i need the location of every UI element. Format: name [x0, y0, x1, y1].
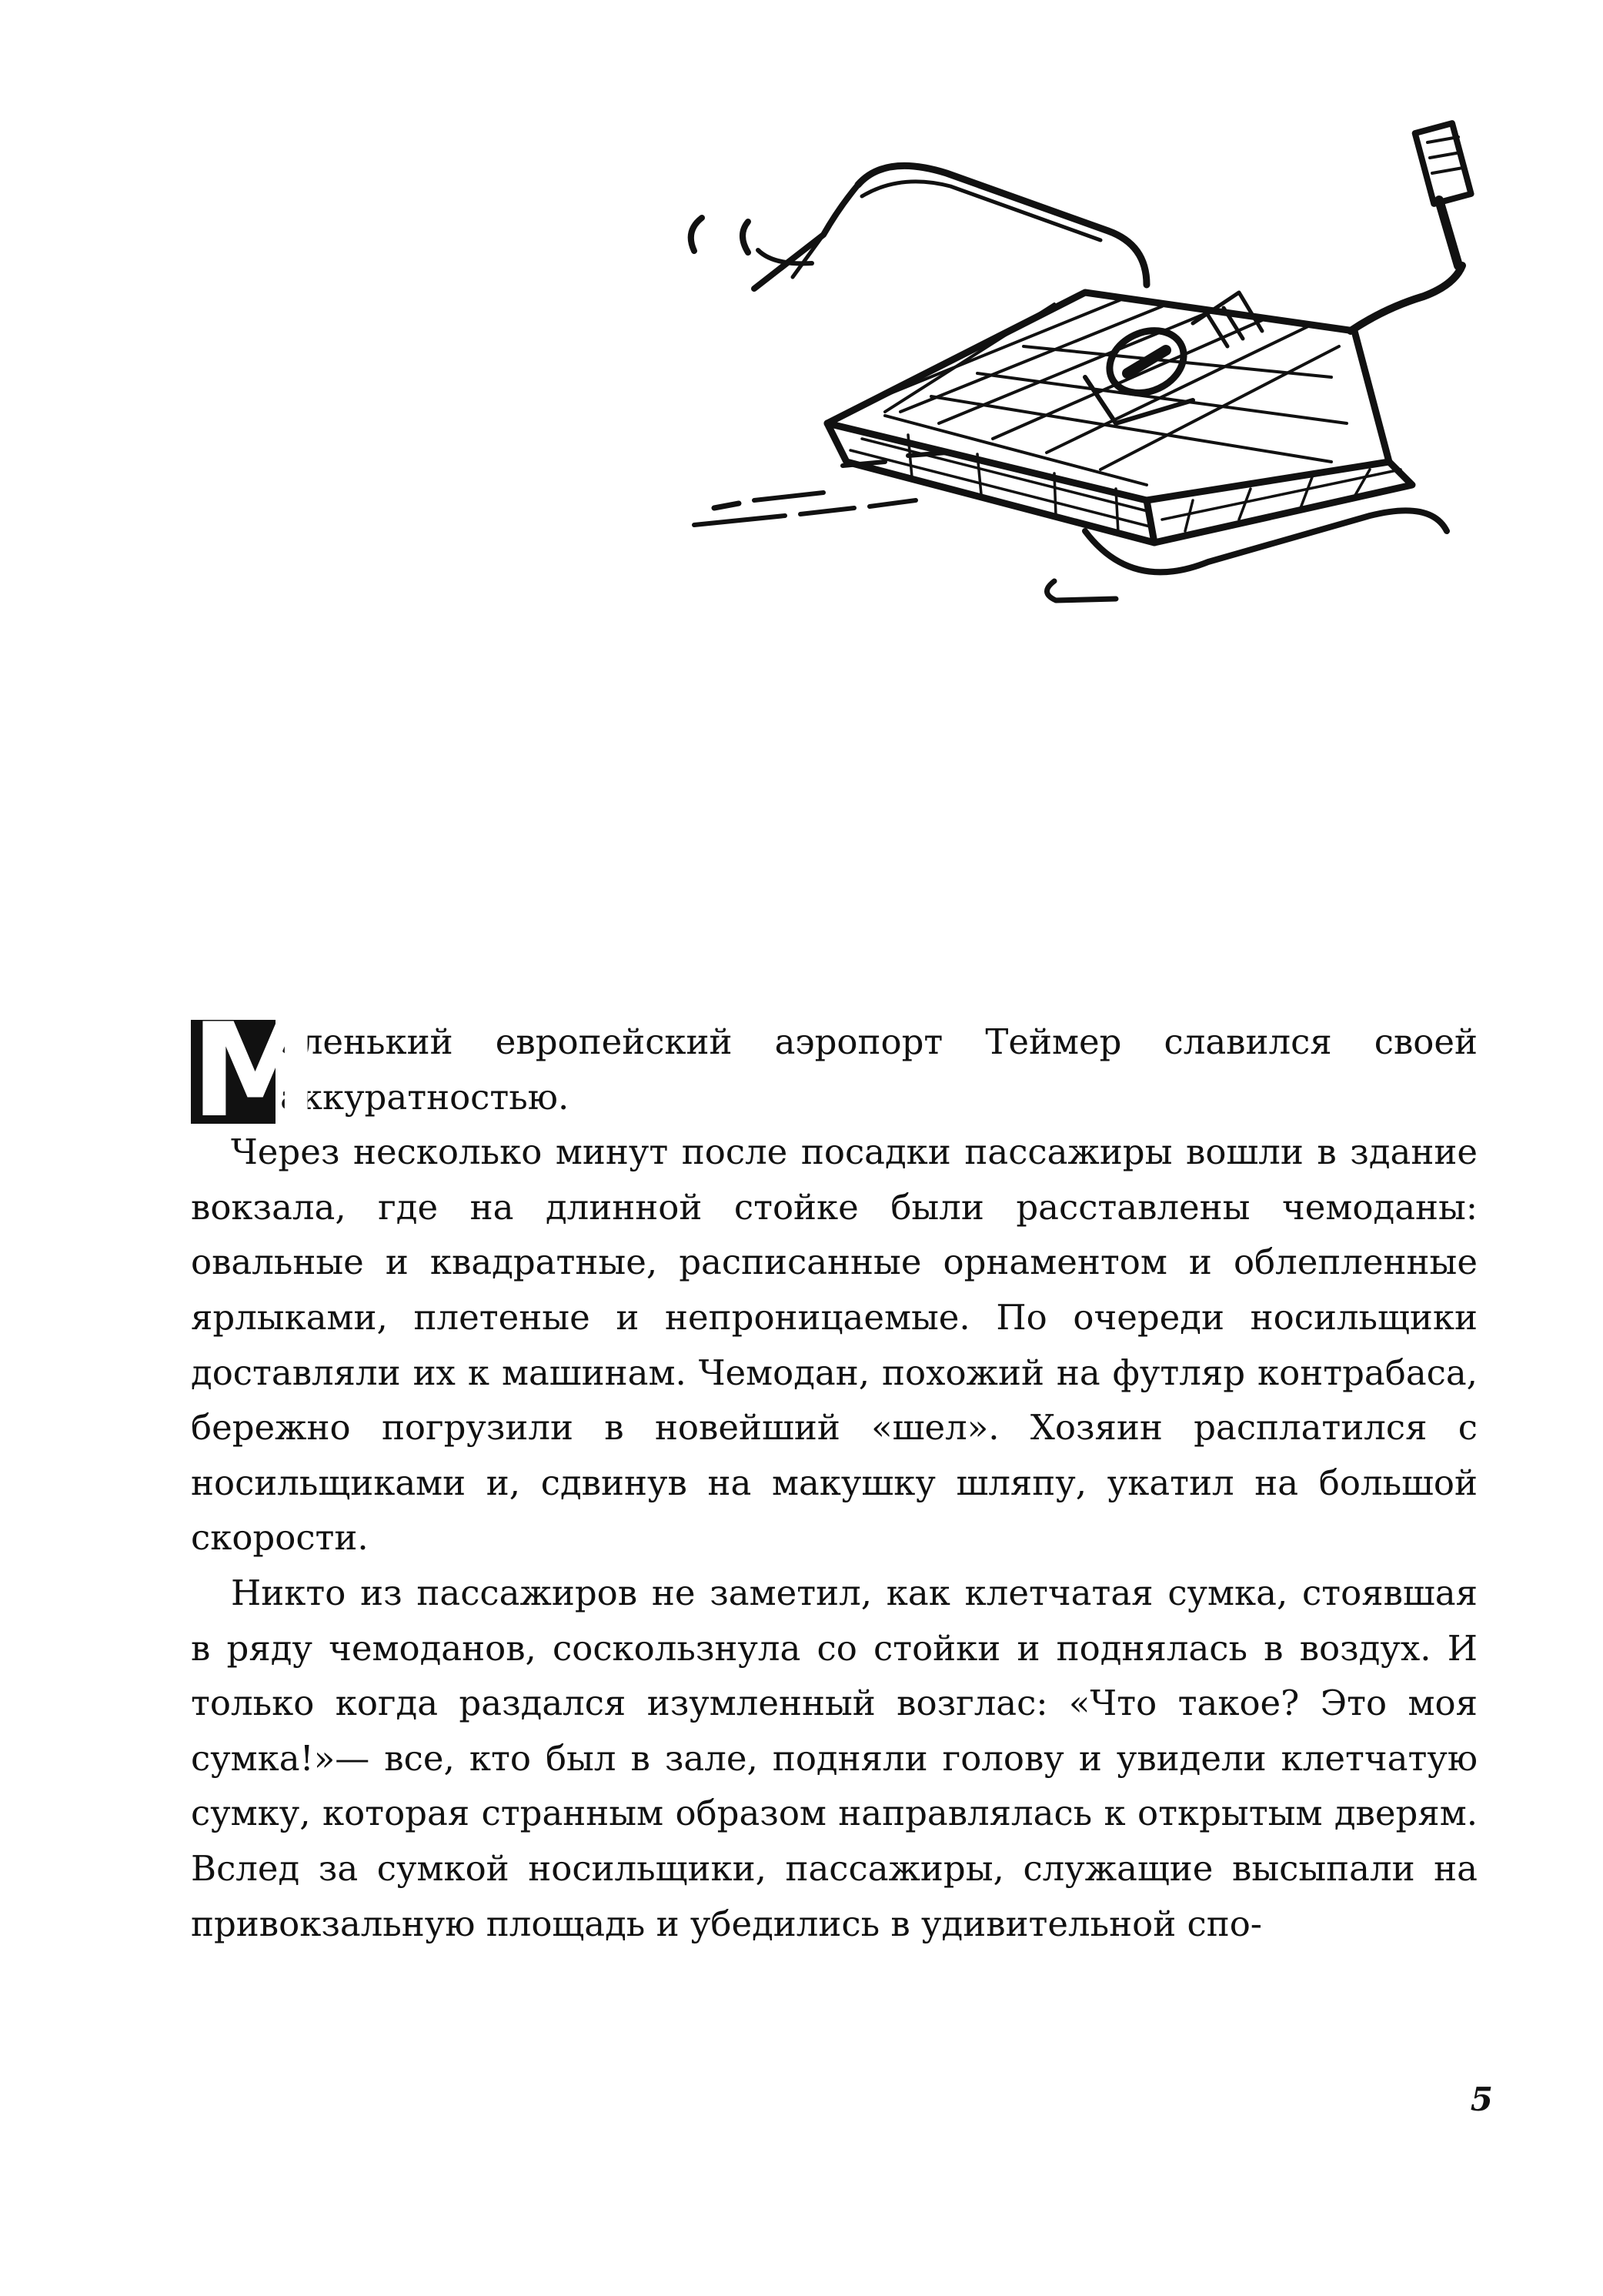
drop-cap	[191, 995, 320, 1146]
main-text	[191, 995, 1478, 1951]
paragraph-1-text: аленький европейский аэропорт Теймер славился своей аккуратностью.	[280, 1021, 1478, 1118]
flying-plaid-bag-icon	[654, 100, 1539, 639]
drop-cap-letter: М	[191, 995, 320, 1146]
page-number: 5	[1470, 2080, 1493, 2118]
paragraph-2: Через несколько минут после посадки пассажиры вошли в здание вокзала, где на длинной стойке были расставлены чемоданы: овальные и квадратные, расписанные орнаментом и облепленные ярлыками, плетеные и непроницаемые. По очереди носильщики доставляли их к машинам. Чемодан, похожий на футляр контрабаса, бережно погрузили в новейший «шел». Хозяин расплатился с носильщиками и, сдвинув на макушку шляпу, укатил на большой скорости.	[191, 1131, 1478, 1559]
paragraph-3: Никто из пассажиров не заметил, как клетчатая сумка, стоявшая в ряду чемоданов, соскользнула со стойки и поднялась в воздух. И только когда раздался изумленный возглас: «Что такое? Это моя сумка!»— все, кто был в зале, подняли голову и увидели клетчатую сумку, которая странным образом направлялась к открытым дверям. Вслед за сумкой носильщики, пассажиры, служащие высыпали на привокзальную площадь и убедились в удивительной спо-	[191, 1572, 1478, 1944]
paragraph-1	[191, 995, 1478, 1146]
